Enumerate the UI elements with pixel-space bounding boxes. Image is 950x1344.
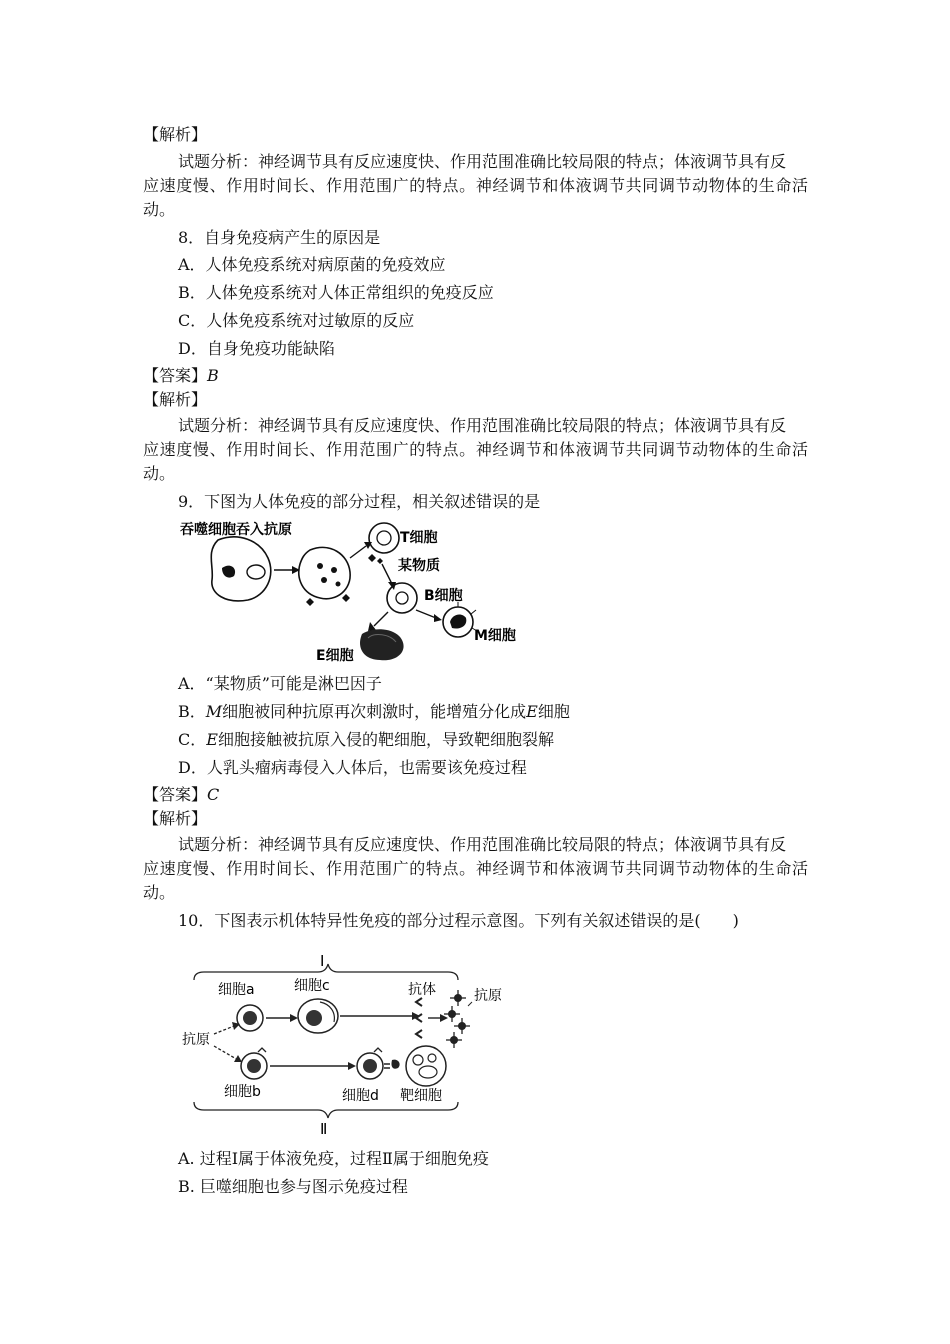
answer-value: B [207, 366, 219, 385]
process-i-label: Ⅰ [320, 952, 325, 970]
immune-process-figure-10 [178, 946, 518, 1136]
q8-option-b: B．人体免疫系统对人体正常组织的免疫反应 [178, 283, 494, 302]
q9-option-a: A．“某物质”可能是淋巴因子 [178, 674, 382, 693]
analysis-label: 【解析】 [143, 809, 208, 828]
q9-answer [143, 785, 219, 805]
cell-d-label: 细胞d [342, 1088, 379, 1104]
analysis-text-line: 动。 [143, 200, 176, 219]
cell-c-label: 细胞c [294, 978, 330, 994]
answer-value: C [207, 785, 220, 804]
substance-label: 某物质 [398, 558, 440, 574]
analysis-text-line: 应速度慢、作用时间长、作用范围广的特点。神经调节和体液调节共同调节动物体的生命活 [143, 440, 808, 459]
q9-option-c: C．E细胞接触被抗原入侵的靶细胞，导致靶细胞裂解 [178, 730, 554, 749]
q8-option-c: C．人体免疫系统对过敏原的反应 [178, 311, 415, 330]
analysis-text-line: 试题分析：神经调节具有反应速度快、作用范围准确比较局限的特点；体液调节具有反 [178, 152, 787, 171]
question-9-stem: 9．下图为人体免疫的部分过程，相关叙述错误的是 [178, 492, 541, 511]
q8-answer [143, 366, 219, 386]
q9-option-b: B．M细胞被同种抗原再次刺激时，能增殖分化成E细胞 [178, 702, 570, 721]
analysis-text-line: 应速度慢、作用时间长、作用范围广的特点。神经调节和体液调节共同调节动物体的生命活 [143, 176, 808, 195]
analysis-text-line: 试题分析：神经调节具有反应速度快、作用范围准确比较局限的特点；体液调节具有反 [178, 416, 787, 435]
answer-label: 【答案】 [143, 785, 208, 804]
q10-option-a: A. 过程Ⅰ属于体液免疫，过程Ⅱ属于细胞免疫 [178, 1149, 489, 1168]
antigen-right-label: 抗原 [474, 988, 502, 1004]
analysis-label: 【解析】 [143, 125, 208, 144]
q9-option-d: D．人乳头瘤病毒侵入人体后，也需要该免疫过程 [178, 758, 527, 777]
analysis-label: 【解析】 [143, 390, 208, 409]
cell-a-label: 细胞a [218, 982, 255, 998]
e-cell-label: E细胞 [316, 648, 354, 664]
process-ii-label: Ⅱ [320, 1120, 328, 1136]
answer-label: 【答案】 [143, 366, 208, 385]
figure-label: 吞噬细胞吞入抗原 [180, 522, 292, 538]
cell-b-label: 细胞b [224, 1084, 261, 1100]
b-cell-label: B细胞 [424, 588, 463, 604]
m-cell-label: M细胞 [474, 628, 516, 644]
target-cell-label: 靶细胞 [400, 1088, 442, 1104]
analysis-text-line: 应速度慢、作用时间长、作用范围广的特点。神经调节和体液调节共同调节动物体的生命活 [143, 859, 808, 878]
q8-option-a: A．人体免疫系统对病原菌的免疫效应 [178, 255, 446, 274]
antigen-left-label: 抗原 [182, 1032, 210, 1048]
analysis-text-line: 动。 [143, 883, 176, 902]
analysis-text-line: 动。 [143, 464, 176, 483]
immune-process-figure-9 [178, 518, 538, 668]
antibody-label: 抗体 [408, 982, 436, 998]
analysis-text-line: 试题分析：神经调节具有反应速度快、作用范围准确比较局限的特点；体液调节具有反 [178, 835, 787, 854]
question-8-stem: 8．自身免疫病产生的原因是 [178, 228, 381, 247]
t-cell-label: T细胞 [400, 530, 438, 546]
question-10-stem: 10．下图表示机体特异性免疫的部分过程示意图。下列有关叙述错误的是( ) [178, 911, 739, 930]
q8-option-d: D．自身免疫功能缺陷 [178, 339, 335, 358]
q10-option-b: B. 巨噬细胞也参与图示免疫过程 [178, 1177, 408, 1196]
